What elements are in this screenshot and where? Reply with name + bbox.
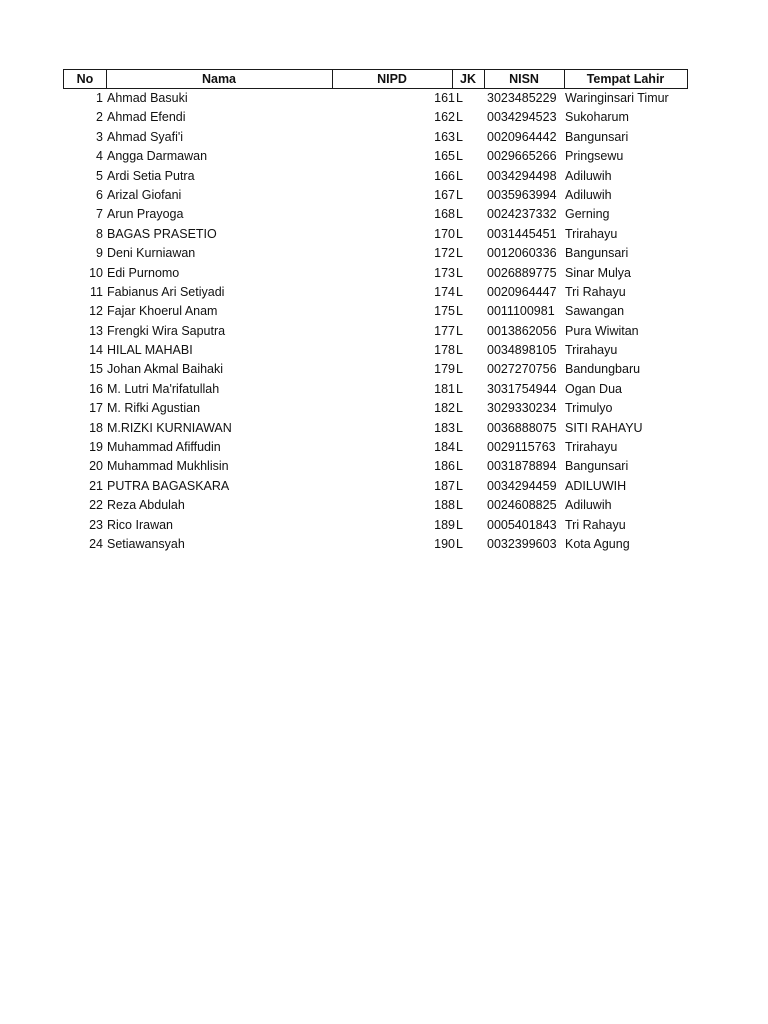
cell-nisn: 0013862056 <box>487 323 557 338</box>
cell-no: 5 <box>96 168 103 183</box>
cell-jk: L <box>456 226 463 241</box>
cell-tempat-lahir: Sawangan <box>565 304 625 319</box>
cell-no: 12 <box>89 304 103 319</box>
cell-nama: M. Rifki Agustian <box>107 401 201 416</box>
cell-jk: L <box>456 284 463 299</box>
header-jk: JK <box>452 70 485 88</box>
cell-nisn: 0034898105 <box>487 343 557 358</box>
cell-nama: M. Lutri Ma'rifatullah <box>107 381 220 396</box>
cell-jk: L <box>456 343 463 358</box>
cell-nisn: 3029330234 <box>487 401 557 416</box>
cell-nama: HILAL MAHABI <box>107 343 193 358</box>
cell-jk: L <box>456 110 463 125</box>
cell-no: 13 <box>89 323 103 338</box>
cell-nama: Fabianus Ari Setiyadi <box>107 284 225 299</box>
table-row <box>63 283 688 302</box>
cell-nisn: 0036888075 <box>487 420 557 435</box>
cell-nipd: 165 <box>434 149 455 164</box>
cell-tempat-lahir: Tri Rahayu <box>565 284 626 299</box>
cell-nisn: 0027270756 <box>487 362 557 377</box>
cell-nama: Reza Abdulah <box>107 498 185 513</box>
cell-nipd: 170 <box>434 226 455 241</box>
cell-tempat-lahir: Trimulyo <box>565 401 613 416</box>
cell-jk: L <box>456 304 463 319</box>
cell-nipd: 189 <box>434 517 455 532</box>
cell-nipd: 174 <box>434 284 455 299</box>
cell-nama: Deni Kurniawan <box>107 246 196 261</box>
cell-jk: L <box>456 536 463 551</box>
header-no: No <box>64 70 107 88</box>
cell-nipd: 181 <box>434 381 455 396</box>
cell-jk: L <box>456 129 463 144</box>
cell-jk: L <box>456 168 463 183</box>
cell-jk: L <box>456 246 463 261</box>
cell-nipd: 179 <box>434 362 455 377</box>
cell-jk: L <box>456 498 463 513</box>
cell-nama: Arizal Giofani <box>107 187 182 202</box>
cell-nama: Ahmad Efendi <box>107 110 186 125</box>
header-nama: Nama <box>106 70 333 88</box>
table-row <box>63 360 688 379</box>
cell-jk: L <box>456 440 463 455</box>
table-row <box>63 496 688 515</box>
cell-tempat-lahir: Tri Rahayu <box>565 517 626 532</box>
student-table <box>63 69 688 554</box>
cell-jk: L <box>456 91 463 105</box>
table-row <box>63 147 688 166</box>
cell-nama: Muhammad Afiffudin <box>107 440 221 455</box>
cell-nisn: 0031878894 <box>487 459 557 474</box>
cell-no: 10 <box>89 265 103 280</box>
cell-no: 21 <box>89 478 103 493</box>
cell-nipd: 175 <box>434 304 455 319</box>
cell-nipd: 190 <box>434 536 455 551</box>
cell-nama: Ahmad Syafi'i <box>107 129 184 144</box>
cell-nama: Angga Darmawan <box>107 149 208 164</box>
table-row <box>63 264 688 283</box>
cell-jk: L <box>456 265 463 280</box>
cell-nama: Arun Prayoga <box>107 207 184 222</box>
cell-nipd: 178 <box>434 343 455 358</box>
cell-nipd: 173 <box>434 265 455 280</box>
cell-nipd: 177 <box>434 323 455 338</box>
cell-nama: Muhammad Mukhlisin <box>107 459 229 474</box>
cell-jk: L <box>456 478 463 493</box>
cell-tempat-lahir: Pringsewu <box>565 149 624 164</box>
cell-jk: L <box>456 459 463 474</box>
table-row <box>63 128 688 147</box>
cell-nisn: 0031445451 <box>487 226 557 241</box>
table-row <box>63 89 688 108</box>
table-row <box>63 244 688 263</box>
cell-tempat-lahir: Adiluwih <box>565 187 612 202</box>
header-nipd: NIPD <box>332 70 453 88</box>
cell-nisn: 0035963994 <box>487 187 557 202</box>
cell-nisn: 0029115763 <box>487 440 556 455</box>
cell-tempat-lahir: Sinar Mulya <box>565 265 631 280</box>
cell-nama: Frengki Wira Saputra <box>107 323 226 338</box>
cell-tempat-lahir: Bandungbaru <box>565 362 641 377</box>
cell-nisn: 0029665266 <box>487 149 557 164</box>
cell-no: 24 <box>89 536 103 551</box>
cell-no: 3 <box>96 129 103 144</box>
cell-no: 18 <box>89 420 103 435</box>
table-row <box>63 341 688 360</box>
cell-tempat-lahir: Trirahayu <box>565 343 618 358</box>
cell-jk: L <box>456 517 463 532</box>
cell-nama: Edi Purnomo <box>107 265 180 280</box>
table-row <box>63 457 688 476</box>
cell-nipd: 168 <box>434 207 455 222</box>
table-row <box>63 322 688 341</box>
cell-tempat-lahir: Trirahayu <box>565 440 618 455</box>
cell-no: 22 <box>89 498 103 513</box>
cell-tempat-lahir: SITI RAHAYU <box>565 420 643 435</box>
cell-no: 15 <box>89 362 103 377</box>
cell-nisn: 3031754944 <box>487 381 557 396</box>
cell-tempat-lahir: Trirahayu <box>565 226 618 241</box>
cell-nama: BAGAS PRASETIO <box>107 226 217 241</box>
cell-nisn: 0034294523 <box>487 110 557 125</box>
cell-nipd: 184 <box>434 440 455 455</box>
cell-jk: L <box>456 149 463 164</box>
cell-tempat-lahir: Waringinsari Timur <box>565 91 669 105</box>
table-row <box>63 438 688 457</box>
table-row <box>63 225 688 244</box>
cell-no: 9 <box>96 246 103 261</box>
table-row <box>63 167 688 186</box>
table-row <box>63 419 688 438</box>
cell-nipd: 166 <box>434 168 455 183</box>
cell-jk: L <box>456 323 463 338</box>
cell-nipd: 182 <box>434 401 455 416</box>
cell-tempat-lahir: Gerning <box>565 207 610 222</box>
cell-tempat-lahir: Sukoharum <box>565 110 629 125</box>
cell-no: 20 <box>89 459 103 474</box>
cell-jk: L <box>456 207 463 222</box>
cell-nama: Johan Akmal Baihaki <box>107 362 224 377</box>
cell-no: 2 <box>96 110 103 125</box>
cell-nipd: 162 <box>434 110 455 125</box>
header-tempat-lahir: Tempat Lahir <box>586 72 665 86</box>
cell-jk: L <box>456 381 463 396</box>
cell-nama: PUTRA BAGASKARA <box>107 478 230 493</box>
cell-no: 17 <box>89 401 103 416</box>
cell-nipd: 163 <box>434 129 455 144</box>
table-row <box>63 205 688 224</box>
cell-nipd: 186 <box>434 459 455 474</box>
cell-no: 6 <box>96 187 103 202</box>
cell-tempat-lahir: Adiluwih <box>565 498 612 513</box>
cell-tempat-lahir: Bangunsari <box>565 246 629 261</box>
cell-tempat-lahir: Adiluwih <box>565 168 612 183</box>
cell-tempat-lahir: Kota Agung <box>565 536 630 551</box>
table-row <box>63 380 688 399</box>
cell-nisn: 0032399603 <box>487 536 557 551</box>
cell-nama: Setiawansyah <box>107 536 185 551</box>
cell-nisn: 3023485229 <box>487 91 557 105</box>
table-row <box>63 108 688 127</box>
cell-jk: L <box>456 362 463 377</box>
cell-nipd: 188 <box>434 498 455 513</box>
cell-tempat-lahir: Bangunsari <box>565 129 629 144</box>
cell-jk: L <box>456 401 463 416</box>
cell-no: 1 <box>96 91 103 105</box>
cell-nipd: 172 <box>434 246 455 261</box>
table-row <box>63 535 688 554</box>
cell-no: 16 <box>89 381 103 396</box>
cell-nipd: 183 <box>434 420 455 435</box>
cell-nisn: 0005401843 <box>487 517 557 532</box>
cell-no: 23 <box>89 517 103 532</box>
cell-tempat-lahir: ADILUWIH <box>565 478 627 493</box>
cell-nama: Fajar Khoerul Anam <box>107 304 218 319</box>
cell-no: 11 <box>90 284 103 299</box>
cell-jk: L <box>456 420 463 435</box>
cell-nisn: 0024608825 <box>487 498 557 513</box>
cell-no: 8 <box>96 226 103 241</box>
header-nisn: NISN <box>484 70 565 88</box>
cell-tempat-lahir: Bangunsari <box>565 459 629 474</box>
cell-nama: Rico Irawan <box>107 517 173 532</box>
table-row <box>63 399 688 418</box>
cell-nama: Ardi Setia Putra <box>107 168 195 183</box>
cell-no: 19 <box>89 440 103 455</box>
cell-tempat-lahir: Ogan Dua <box>565 381 622 396</box>
table-header-row <box>63 69 688 89</box>
cell-no: 14 <box>89 343 103 358</box>
table-row <box>63 516 688 535</box>
cell-nipd: 167 <box>434 187 455 202</box>
cell-nisn: 0024237332 <box>487 207 557 222</box>
cell-nisn: 0034294498 <box>487 168 557 183</box>
cell-nipd: 161 <box>434 91 455 105</box>
cell-nisn: 0026889775 <box>487 265 557 280</box>
table-row <box>63 186 688 205</box>
table-row <box>63 477 688 496</box>
cell-nama: M.RIZKI KURNIAWAN <box>107 420 232 435</box>
cell-nipd: 187 <box>434 478 455 493</box>
cell-jk: L <box>456 187 463 202</box>
cell-nisn: 0012060336 <box>487 246 557 261</box>
cell-nisn: 0020964447 <box>487 284 557 299</box>
cell-no: 7 <box>96 207 103 222</box>
table-row <box>63 302 688 321</box>
cell-nisn: 0020964442 <box>487 129 557 144</box>
cell-nisn: 0011100981 <box>487 304 555 319</box>
cell-nama: Ahmad Basuki <box>107 91 188 105</box>
cell-no: 4 <box>96 149 103 164</box>
table-body <box>63 89 688 554</box>
cell-tempat-lahir: Pura Wiwitan <box>565 323 639 338</box>
cell-nisn: 0034294459 <box>487 478 557 493</box>
